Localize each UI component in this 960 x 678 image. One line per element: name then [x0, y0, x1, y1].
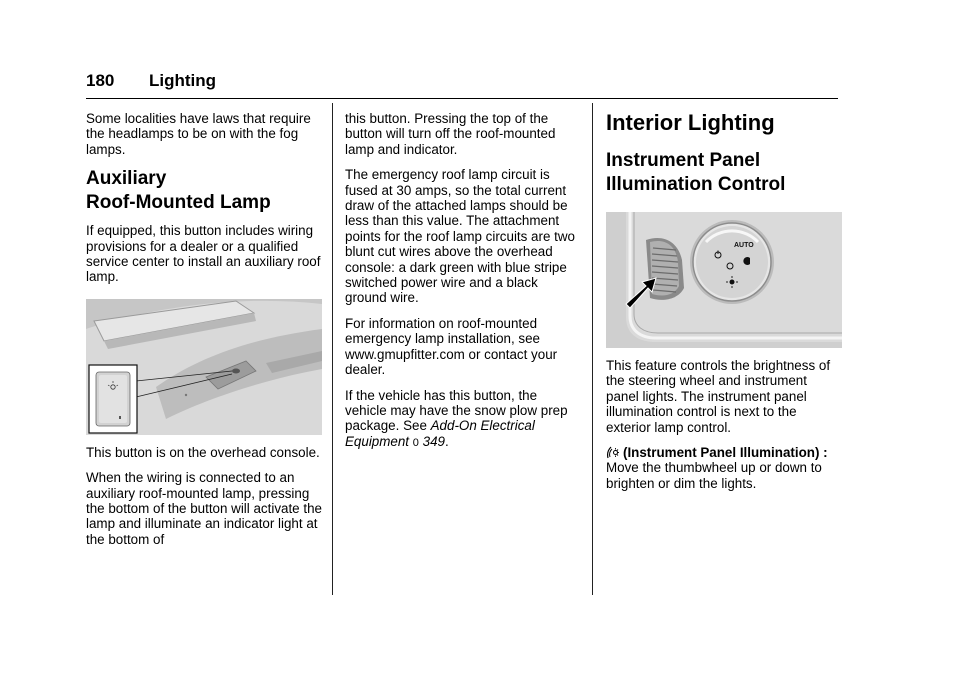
control-label: (Instrument Panel Illumination) : [623, 445, 828, 461]
ipi-heading-line-1: Instrument Panel [606, 150, 761, 171]
para4-prefix: If the vehicle has this button, the vehicle may have the snow plow prep package. See [345, 387, 568, 434]
column-divider-2 [592, 103, 593, 595]
intro-paragraph: Some localities have laws that require the headlamps to be on with the fog lamps. [86, 111, 311, 157]
page-reference[interactable]: 349 [422, 433, 445, 449]
page-number: 180 [86, 71, 115, 90]
section-title: Lighting [149, 71, 217, 90]
col2-paragraph-4 [345, 388, 581, 452]
control-description: Move the thumbwheel up or down to brighten or dim the lights. [606, 460, 822, 491]
interior-lighting-heading: Interior Lighting [606, 110, 775, 135]
heading-line-2: Roof-Mounted Lamp [86, 192, 271, 214]
column-3 [606, 111, 842, 501]
aux-paragraph-2: This button is on the overhead console. [86, 444, 320, 460]
ipi-control-paragraph [606, 445, 842, 491]
col2-paragraph-2: The emergency roof lamp circuit is fused at 30 amps, so the total current draw of the attached lamps should be less than this value. The attachment points for the roof lamp circuits are two blunt cut wires above the overhead console: a dark green with blue stripe switched power wire and a black ground wire. [345, 167, 575, 306]
instrument-panel-illumination-icon [606, 445, 620, 460]
ipi-paragraph-1: This feature controls the brightness of the steering wheel and instrument panel lights. The instrument panel illumination control is next to the exterior lamp control. [606, 358, 831, 435]
ipi-heading-line-2: Illumination Control [606, 174, 786, 195]
col2-paragraph-1: this button. Pressing the top of the button will turn off the roof-mounted lamp and indicator. [345, 111, 556, 157]
auxiliary-lamp-heading [86, 167, 322, 215]
page-header [86, 71, 838, 99]
heading-line-1: Auxiliary [86, 168, 167, 190]
aux-paragraph-3: When the wiring is connected to an auxiliary roof-mounted lamp, pressing the bottom of the button will activate the lamp and illuminate an indicator light at the bottom of [86, 470, 322, 547]
header-rule [86, 98, 838, 99]
overhead-console-illustration [86, 299, 322, 435]
page-ref-glyph: 0 [412, 436, 419, 449]
add-on-electrical-link[interactable]: Add-On Electrical Equipment [345, 418, 535, 449]
col2-paragraph-3: For information on roof-mounted emergency lamp installation, see www.gmupfitter.com or contact your dealer. [345, 315, 558, 378]
instrument-panel-heading [606, 149, 842, 197]
column-2 [345, 111, 581, 461]
column-divider-1 [332, 103, 333, 595]
aux-paragraph-1: If equipped, this button includes wiring provisions for a dealer or a qualified service center to install an auxiliary roof lamp. [86, 223, 321, 285]
auto-label: AUTO [734, 242, 754, 249]
instrument-panel-illustration [606, 212, 842, 348]
column-1 [86, 111, 322, 557]
para4-suffix: . [444, 433, 449, 449]
